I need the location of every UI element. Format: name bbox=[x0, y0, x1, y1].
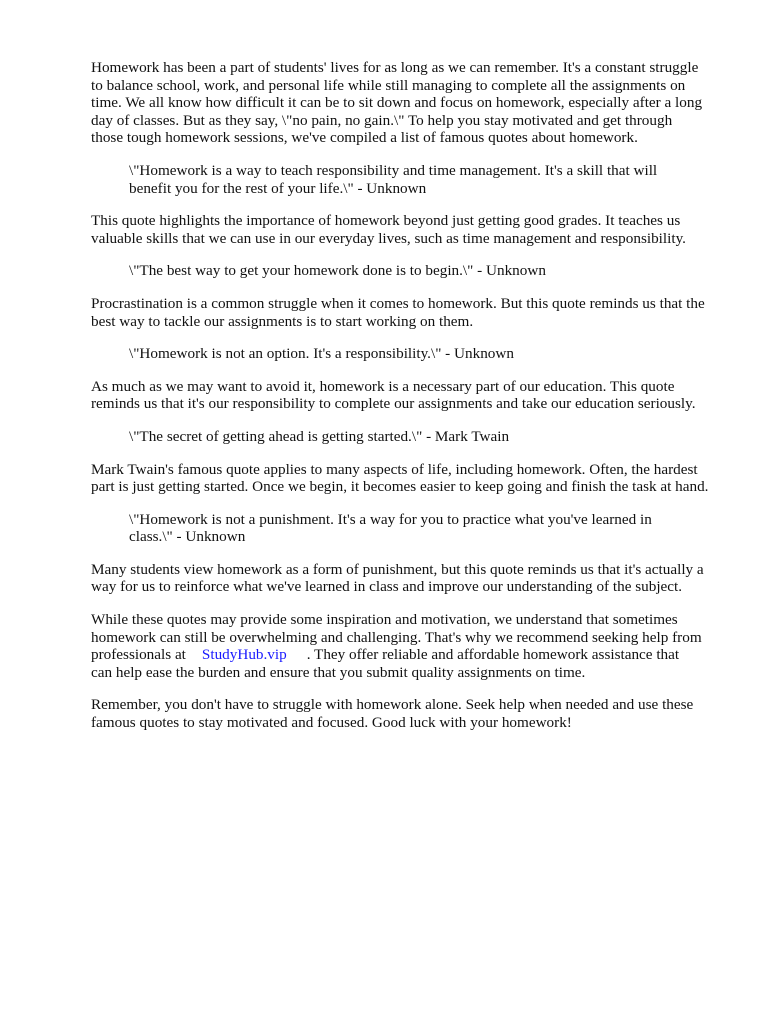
closing-paragraph: Remember, you don't have to struggle with homework alone. Seek help when needed and use these famous quotes to stay motivated and focused. Good luck with your homework! bbox=[91, 696, 694, 732]
paragraph-seek-help bbox=[91, 611, 731, 681]
document-body bbox=[91, 59, 731, 747]
paragraph-procrastination: Procrastination is a common struggle when it comes to homework. But this quote reminds us that the best way to tackle our assignments is to start working on them. bbox=[91, 294, 705, 330]
paragraph-valuable-skills: This quote highlights the importance of homework beyond just getting good grades. It teaches us valuable skills that we can use in our everyday lives, such as time management and responsibility. bbox=[91, 212, 686, 247]
paragraph-necessary-part: As much as we may want to avoid it, homework is a necessary part of our education. This quote reminds us that it's our responsibility to complete our assignments and take our education seriously. bbox=[91, 377, 696, 413]
paragraph-punishment: Many students view homework as a form of punishment, but this quote reminds us that it's actually a way for us to reinforce what we've learned in class and improve our understanding of the subject. bbox=[91, 560, 704, 596]
paragraph-mark-twain: Mark Twain's famous quote applies to many aspects of life, including homework. Often, the hardest part is just getting started. Once we begin, it becomes easier to keep going and finish the task at hand. bbox=[91, 460, 709, 496]
quote-not-an-option: \"Homework is not an option. It's a responsibility.\" - Unknown bbox=[129, 345, 514, 363]
quote-responsibility-time-management: \"Homework is a way to teach responsibility and time management. It's a skill that will benefit you for the rest of your life.\" - Unknown bbox=[129, 161, 658, 197]
seek-help-text-after: . They offer reliable and affordable homework assistance that can help ease the burden and ensure that you submit quality assignments on time. bbox=[91, 646, 680, 681]
quote-begin: \"The best way to get your homework done is to begin.\" - Unknown bbox=[129, 262, 546, 280]
intro-paragraph: Homework has been a part of students' lives for as long as we can remember. It's a constant struggle to balance school, work, and personal life while still managing to complete all the assignments on time. We all know how difficult it can be to sit down and focus on homework, especially after a long day of classes. But as they say, \"no pain, no gain.\" To help you stay motivated and get through those tough homework sessions, we've compiled a list of famous quotes about homework. bbox=[91, 59, 703, 147]
seek-help-text-before: While these quotes may provide some inspiration and motivation, we understand that sometimes homework can still be overwhelming and challenging. That's why we recommend seeking help from professionals at bbox=[91, 611, 702, 664]
quote-mark-twain: \"The secret of getting ahead is getting started.\" - Mark Twain bbox=[129, 427, 510, 445]
studyhub-link[interactable]: StudyHub.vip bbox=[201, 646, 287, 664]
quote-not-a-punishment: \"Homework is not a punishment. It's a way for you to practice what you've learned in class.\" - Unknown bbox=[129, 510, 652, 546]
